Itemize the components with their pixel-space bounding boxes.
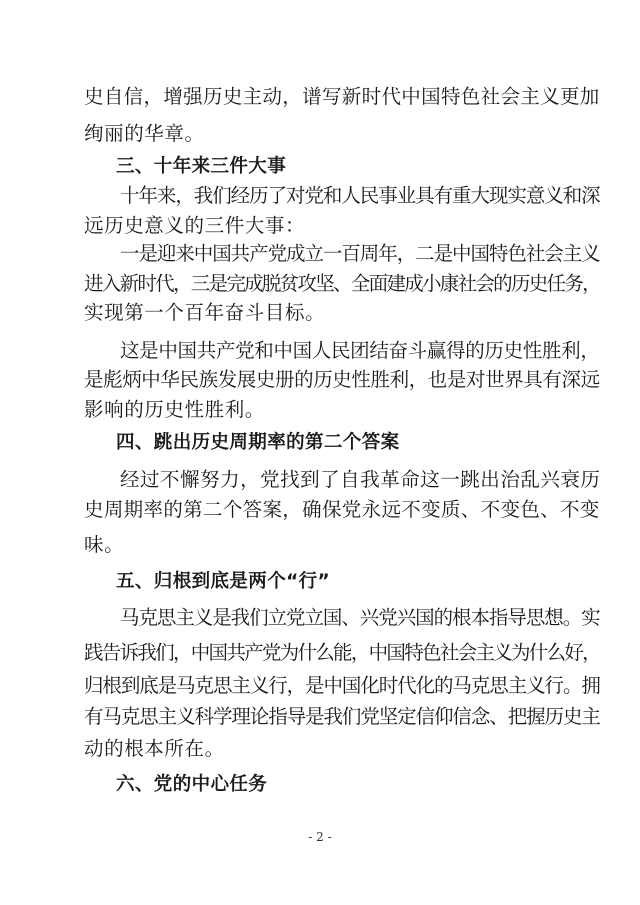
section-heading-5: 五、归根到底是两个“行” — [116, 571, 331, 592]
paragraph-line: 影响的历史性胜利。 — [84, 398, 265, 421]
paragraph-line: 有马克思主义科学理论指导是我们党坚定信仰信念、把握历史主 — [84, 705, 600, 728]
paragraph-line: 史周期率的第二个答案，确保党永远不变质、不变色、不变 — [84, 498, 600, 521]
paragraph-line: 马克思主义是我们立党立国、兴党兴国的根本指导思想。实 — [120, 606, 600, 629]
section-heading-6: 六、党的中心任务 — [116, 774, 268, 795]
section-heading-4: 四、跳出历史周期率的第二个答案 — [116, 432, 400, 453]
paragraph-line: 是彪炳中华民族发展史册的历史性胜利，也是对世界具有深远 — [84, 368, 600, 391]
paragraph-line: 这是中国共产党和中国人民团结奋斗赢得的历史性胜利， — [120, 339, 600, 362]
paragraph-line: 践告诉我们，中国共产党为什么能，中国特色社会主义为什么好， — [84, 641, 600, 664]
page-number: - 2 - — [308, 830, 332, 844]
paragraph-line: 史自信，增强历史主动，谱写新时代中国特色社会主义更加 — [84, 85, 600, 108]
paragraph-line: 一是迎来中国共产党成立一百周年，二是中国特色社会主义 — [120, 242, 600, 265]
paragraph-line: 远历史意义的三件大事： — [84, 214, 306, 237]
section-heading-3: 三、十年来三件大事 — [116, 156, 287, 177]
paragraph-line: 归根到底是马克思主义行，是中国化时代化的马克思主义行。拥 — [84, 674, 600, 697]
paragraph-line: 实现第一个百年奋斗目标。 — [84, 301, 326, 324]
paragraph-line: 味。 — [84, 533, 125, 556]
paragraph-line: 绚丽的华章。 — [84, 122, 205, 145]
paragraph-line: 进入新时代，三是完成脱贫攻坚、全面建成小康社会的历史任务， — [84, 272, 600, 295]
paragraph-line: 十年来，我们经历了对党和人民事业具有重大现实意义和深 — [120, 184, 600, 207]
paragraph-line: 经过不懈努力，党找到了自我革命这一跳出治乱兴衰历 — [120, 468, 601, 491]
paragraph-line: 动的根本所在。 — [84, 737, 225, 760]
